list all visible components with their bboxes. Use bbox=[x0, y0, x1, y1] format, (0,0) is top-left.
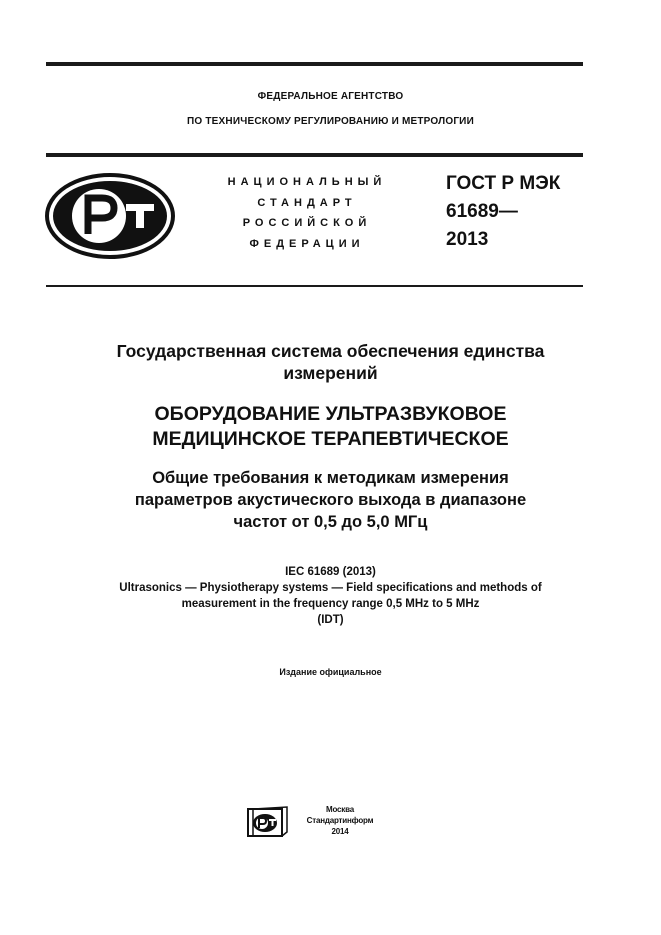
top-rule bbox=[46, 62, 583, 66]
iec-line3: measurement in the frequency range 0,5 MHz to 5 MHz bbox=[181, 598, 480, 610]
standartinform-logo-icon bbox=[247, 806, 289, 838]
gost-r-emblem-icon bbox=[44, 172, 176, 260]
publisher-info bbox=[300, 804, 380, 837]
subtitle bbox=[40, 467, 621, 533]
subtitle-line3: частот от 0,5 до 5,0 МГц bbox=[233, 513, 428, 531]
designation-line3: 2013 bbox=[446, 229, 489, 250]
edition-label: Издание официальное bbox=[279, 667, 382, 677]
standard-type bbox=[212, 172, 402, 254]
iec-line2: Ultrasonics — Physiotherapy systems — Field specifications and methods of bbox=[119, 582, 542, 594]
bottom-rule bbox=[46, 285, 583, 287]
main-title-line1: ОБОРУДОВАНИЕ УЛЬТРАЗВУКОВОЕ bbox=[154, 403, 507, 425]
main-title-line2: МЕДИЦИНСКОЕ ТЕРАПЕВТИЧЕСКОЕ bbox=[152, 428, 509, 450]
publisher-city: Москва bbox=[326, 805, 354, 814]
system-title bbox=[40, 340, 621, 384]
designation-line2: 61689— bbox=[446, 201, 518, 222]
middle-rule bbox=[46, 153, 583, 157]
standard-type-line3: РОССИЙСКОЙ bbox=[242, 217, 372, 229]
designation-line1: ГОСТ Р МЭК bbox=[446, 173, 561, 194]
iec-reference bbox=[40, 564, 621, 628]
standard-type-line2: СТАНДАРТ bbox=[257, 196, 357, 209]
iec-line4: (IDT) bbox=[317, 614, 344, 626]
subtitle-line2: параметров акустического выхода в диапазоне bbox=[134, 491, 527, 509]
iec-line1: IEC 61689 (2013) bbox=[285, 566, 376, 578]
agency-name-line1: ФЕДЕРАЛЬНОЕ АГЕНТСТВО bbox=[257, 91, 404, 102]
publisher-name: Стандартинформ bbox=[306, 816, 374, 825]
standard-designation bbox=[446, 170, 560, 254]
main-title bbox=[40, 402, 621, 452]
agency-name-line2: ПО ТЕХНИЧЕСКОМУ РЕГУЛИРОВАНИЮ И МЕТРОЛОГИИ bbox=[187, 116, 474, 127]
standard-type-line1: НАЦИОНАЛЬНЫЙ bbox=[227, 176, 387, 188]
system-title-line1: Государственная система обеспечения единства bbox=[116, 341, 545, 361]
system-title-line2: измерений bbox=[283, 363, 378, 383]
standard-type-line4: ФЕДЕРАЦИИ bbox=[249, 237, 365, 250]
subtitle-line1: Общие требования к методикам измерения bbox=[152, 469, 509, 487]
publisher-year: 2014 bbox=[331, 827, 349, 836]
